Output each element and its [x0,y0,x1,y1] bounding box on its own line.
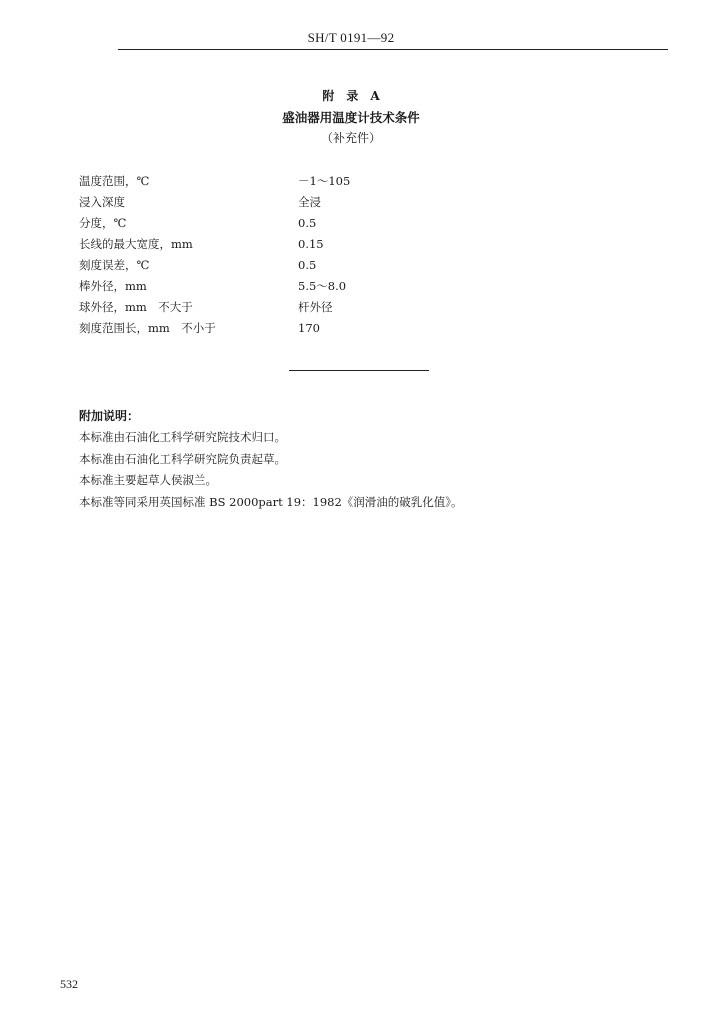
appendix-label: 附 录 A [322,89,380,103]
spec-row [79,212,350,233]
note-item: 本标准由石油化工科学研究院技术归口。 [79,430,286,444]
spec-row [79,233,350,254]
thermometer-spec-table [79,170,350,338]
page-number: 532 [60,977,78,991]
appendix-title: 盛油器用温度计技术条件 [282,110,420,125]
spec-row [79,191,350,212]
spec-value: 0.5 [298,215,317,230]
spec-value: －1～105 [298,173,351,188]
spec-label: 温度范围，℃ [79,173,150,188]
spec-label: 浸入深度 [79,194,125,209]
note-item: 本标准主要起草人侯淑兰。 [79,473,217,487]
spec-row [79,170,350,191]
spec-label: 刻度误差，℃ [79,257,150,272]
spec-row [79,317,350,338]
header-divider [118,49,668,50]
spec-label: 长线的最大宽度，mm [79,236,193,251]
spec-row [79,275,350,296]
spec-value: 5.5～8.0 [298,278,347,293]
spec-label: 棒外径，mm [79,278,147,293]
spec-label: 球外径，mm 不大于 [79,299,193,314]
note-item: 本标准由石油化工科学研究院负责起草。 [79,451,286,466]
spec-label: 分度，℃ [79,215,127,230]
additional-notes-list [79,427,463,513]
appendix-note: （补充件） [320,131,381,145]
standard-code-header: SH/T 0191—92 [307,30,395,45]
spec-row [79,296,350,317]
spec-value: 全浸 [298,194,321,209]
spec-value: 0.5 [298,257,317,272]
note-item: 本标准等同采用英国标准 BS 2000part 19：1982《润滑油的破乳化值》。 [79,494,463,509]
additional-notes-title: 附加说明： [79,409,140,423]
spec-value: 杆外径 [298,299,333,314]
spec-label: 刻度范围长，mm 不小于 [79,320,216,335]
spec-value: 0.15 [298,236,324,251]
spec-value: 170 [298,320,320,335]
spec-row [79,254,350,275]
section-divider [289,370,429,371]
